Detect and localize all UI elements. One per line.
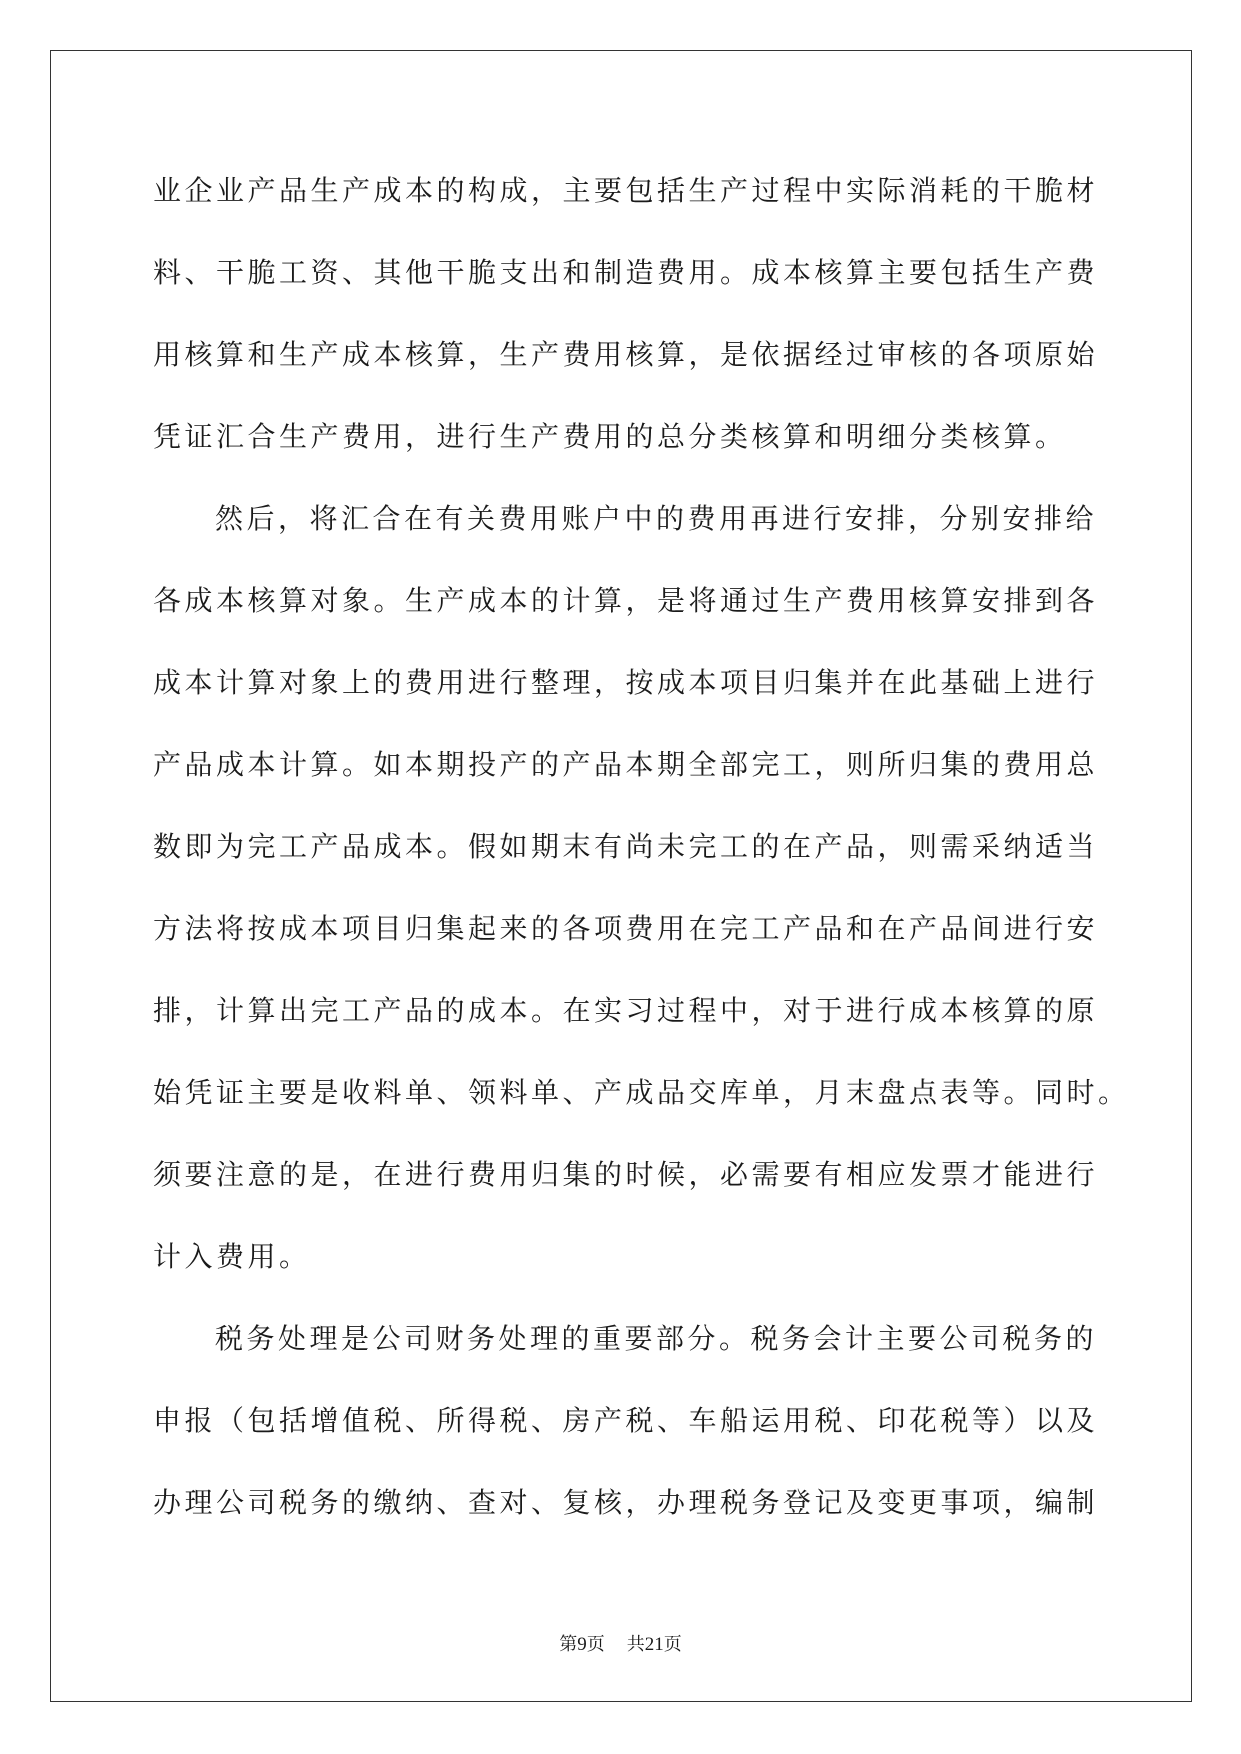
text-line-14: 计入费用。 (153, 1240, 311, 1273)
text-line-15: 税务处理是公司财务处理的重要部分。税务会计主要公司税务的 (215, 1322, 1098, 1355)
text-line-8: 产品成本计算。如本期投产的产品本期全部完工，则所归集的费用总 (153, 748, 1099, 781)
text-line-4: 凭证汇合生产费用，进行生产费用的总分类核算和明细分类核算。 (153, 420, 1067, 453)
text-line-1: 业企业产品生产成本的构成，主要包括生产过程中实际消耗的干脆材 (153, 174, 1099, 207)
text-line-17: 办理公司税务的缴纳、查对、复核，办理税务登记及变更事项，编制 (153, 1486, 1099, 1519)
text-line-11: 排，计算出完工产品的成本。在实习过程中，对于进行成本核算的原 (153, 994, 1099, 1027)
text-line-5: 然后，将汇合在有关费用账户中的费用再进行安排，分别安排给 (215, 502, 1098, 535)
page-prefix: 第 (559, 1634, 578, 1654)
total-prefix: 共 (626, 1634, 645, 1654)
text-line-9: 数即为完工产品成本。假如期末有尚未完工的在产品，则需采纳适当 (153, 830, 1099, 863)
text-line-12: 始凭证主要是收料单、领料单、产成品交库单，月末盘点表等。同时。 (153, 1076, 1130, 1109)
total-pages: 21 (644, 1634, 664, 1655)
text-line-2: 料、干脆工资、其他干脆支出和制造费用。成本核算主要包括生产费 (153, 256, 1099, 289)
text-line-7: 成本计算对象上的费用进行整理，按成本项目归集并在此基础上进行 (153, 666, 1099, 699)
text-line-3: 用核算和生产成本核算，生产费用核算，是依据经过审核的各项原始 (153, 338, 1099, 371)
document-body (153, 162, 1130, 1556)
total-suffix: 页 (663, 1634, 682, 1654)
page-suffix: 页 (586, 1634, 605, 1654)
page-footer (0, 1630, 1241, 1656)
text-line-6: 各成本核算对象。生产成本的计算，是将通过生产费用核算安排到各 (153, 584, 1099, 617)
text-line-13: 须要注意的是，在进行费用归集的时候，必需要有相应发票才能进行 (153, 1158, 1099, 1191)
page-number: 9 (577, 1634, 587, 1655)
text-line-16: 申报（包括增值税、所得税、房产税、车船运用税、印花税等）以及 (153, 1404, 1099, 1437)
text-line-10: 方法将按成本项目归集起来的各项费用在完工产品和在产品间进行安 (153, 912, 1099, 945)
